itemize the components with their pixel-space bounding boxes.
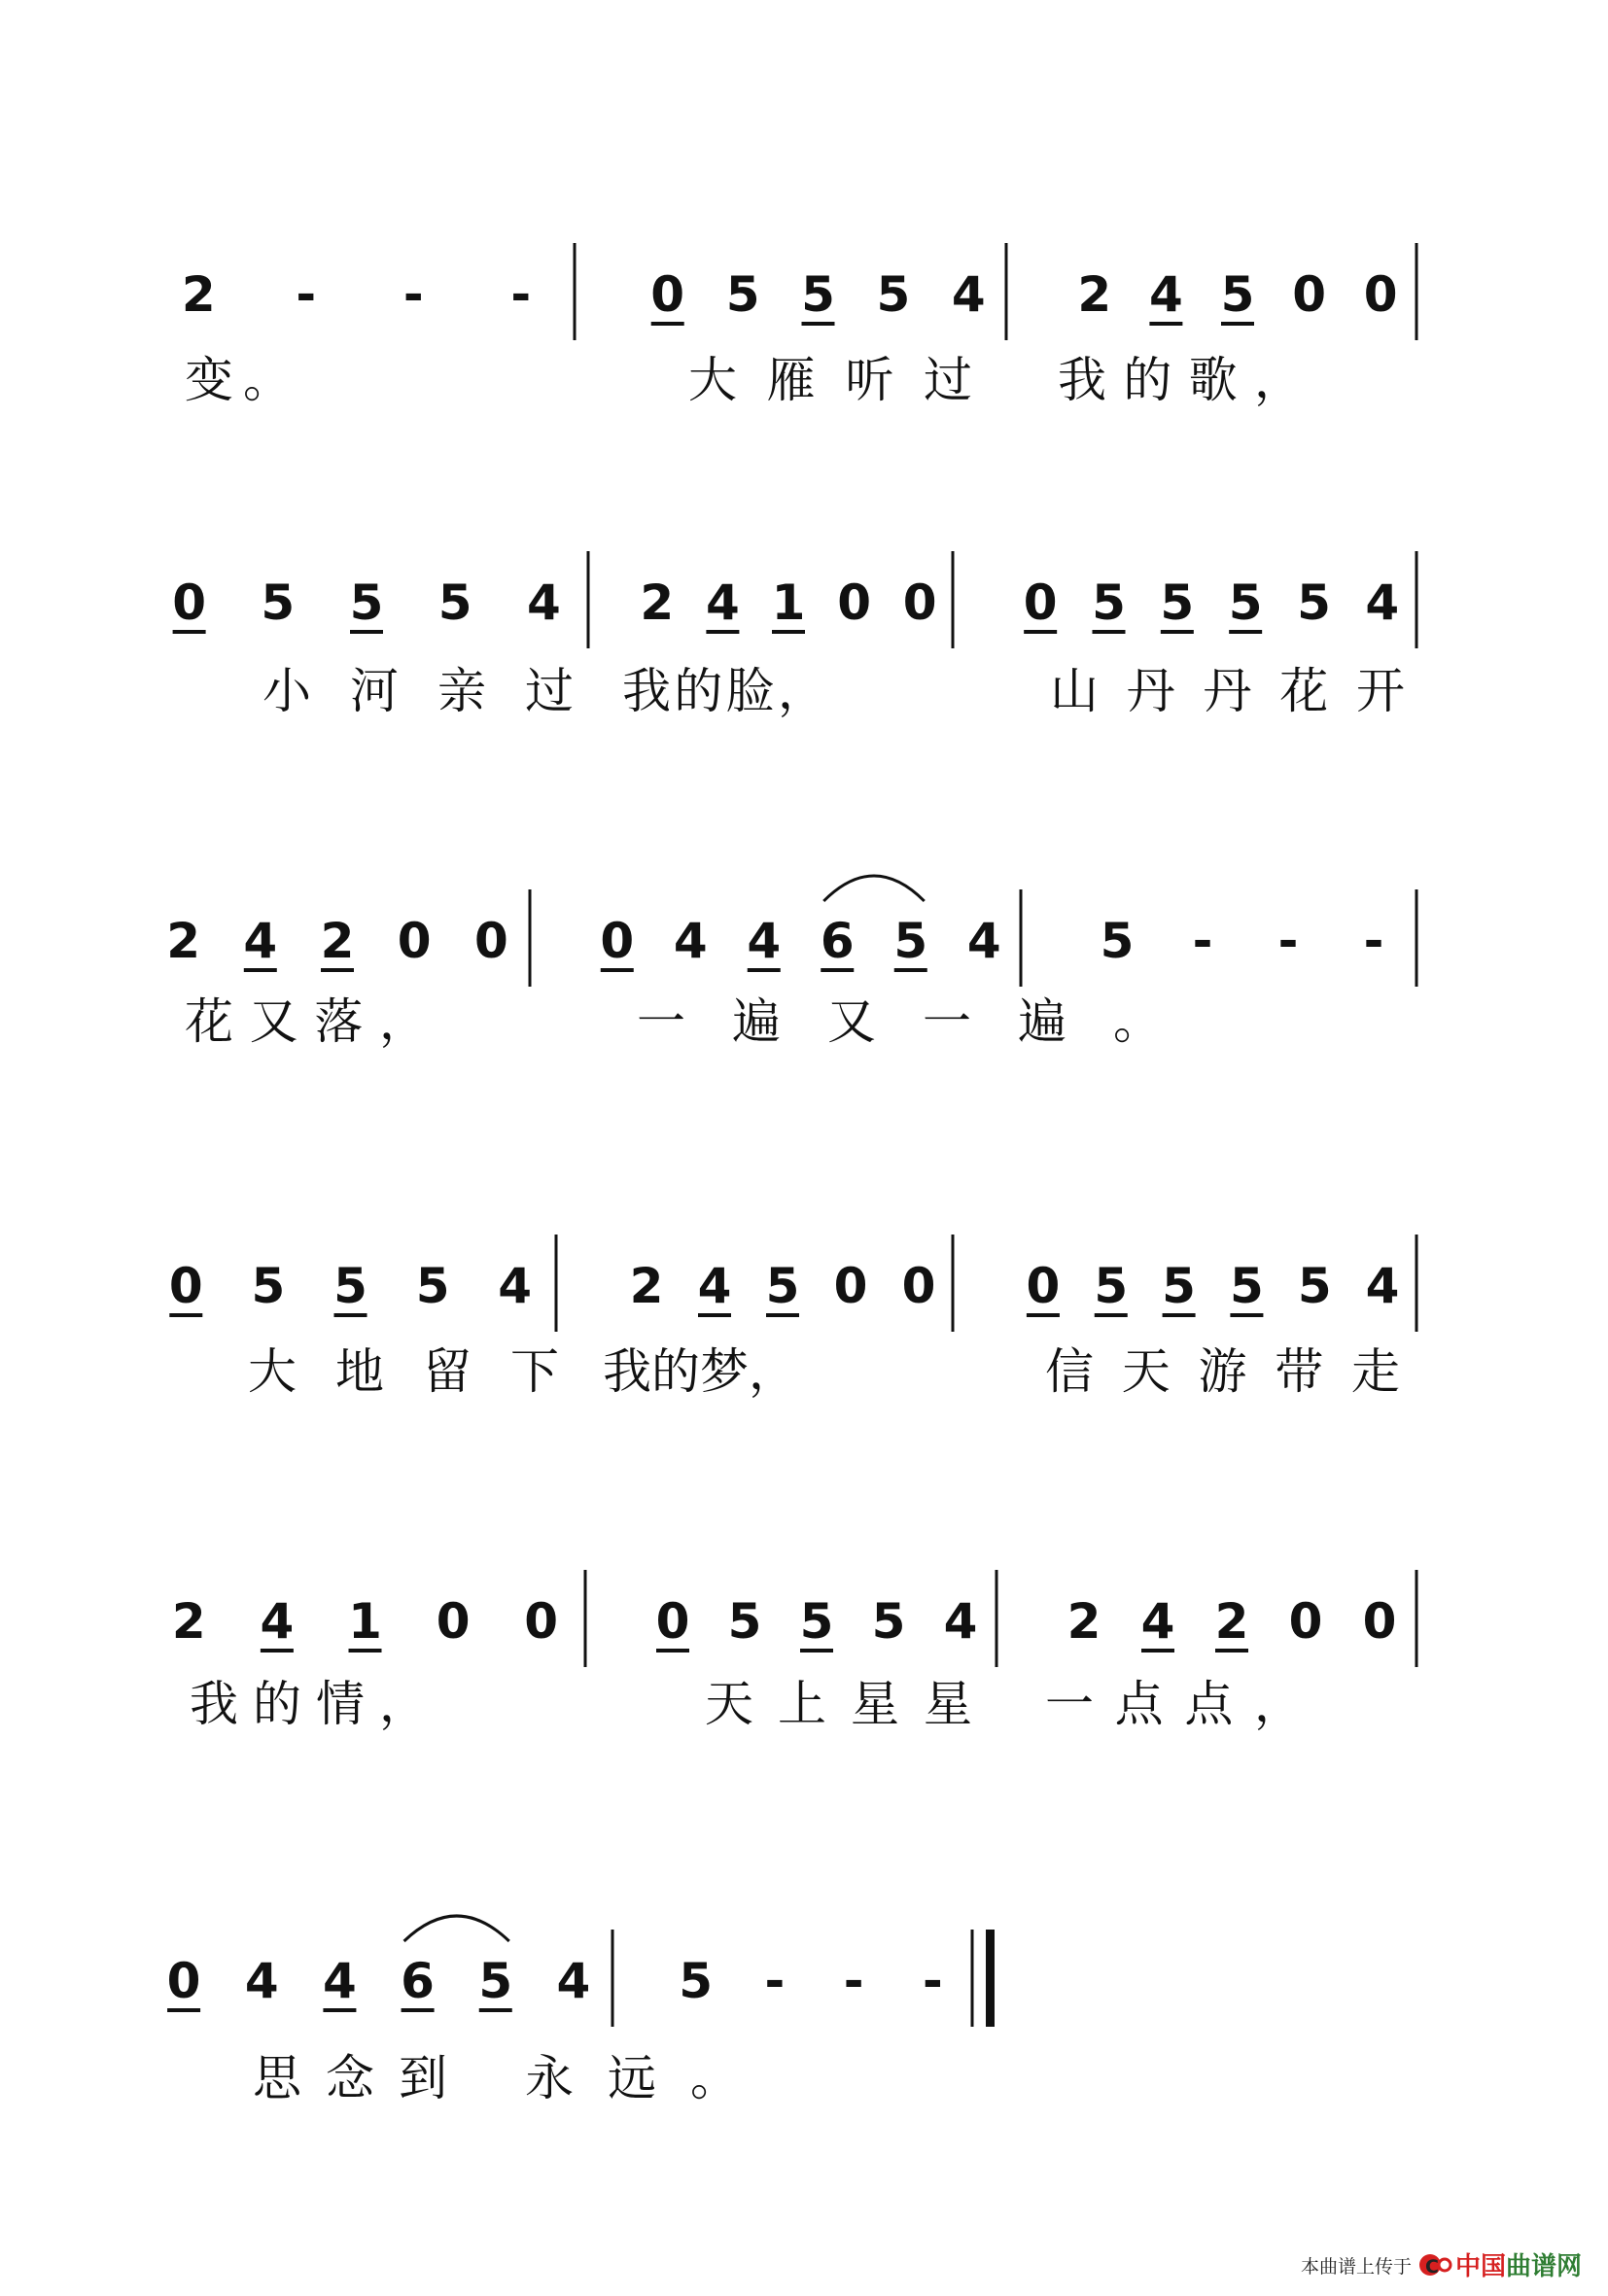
lyric-text: 我的梦，: [603, 1343, 797, 1400]
lyric-text: 小河亲过: [262, 663, 574, 719]
note: 4: [943, 1593, 978, 1650]
note: 2: [181, 266, 216, 323]
system-1: [182, 243, 1416, 408]
footer-upload-text: 本曲谱上传于: [1300, 2256, 1412, 2278]
note: 4: [244, 1953, 279, 2009]
footer-site-name-part1: 中国: [1455, 2252, 1507, 2281]
lyric-text: 一遍又一遍。: [637, 993, 1162, 1050]
note: 5: [1160, 574, 1195, 631]
system-4: [169, 1235, 1416, 1400]
sustain-dash: -: [510, 266, 532, 323]
note: 4: [260, 1593, 295, 1650]
lyric-text: 花又落，: [185, 993, 428, 1050]
footer-site-name: [1455, 2252, 1582, 2281]
lyric-text: 思念到: [253, 2050, 447, 2106]
lyric-text: 信天游带走: [1045, 1343, 1400, 1400]
slur-mark: [404, 1916, 509, 1941]
note: 5: [251, 1258, 286, 1314]
note: 5: [1297, 574, 1331, 631]
note: 4: [556, 1953, 591, 2009]
note: 4: [1149, 266, 1183, 323]
note: 5: [1297, 1258, 1332, 1314]
note: 0: [1362, 1593, 1397, 1650]
note: 5: [1100, 913, 1135, 969]
lyric-text: 一点点，: [1045, 1676, 1303, 1732]
note: 5: [727, 1593, 762, 1650]
note: 4: [697, 1258, 732, 1314]
note: 5: [261, 574, 296, 631]
sustain-dash: -: [1192, 913, 1213, 969]
note: 0: [397, 913, 432, 969]
note: 0: [1023, 574, 1058, 631]
note: 0: [1363, 266, 1398, 323]
note: 1: [348, 1593, 382, 1650]
note: 4: [966, 913, 1001, 969]
lyric-text: 永远。: [525, 2050, 739, 2106]
note: 0: [168, 1258, 203, 1314]
note: 2: [1066, 1593, 1101, 1650]
note: 0: [172, 574, 206, 631]
note: 5: [799, 1593, 834, 1650]
note: 4: [747, 913, 782, 969]
note: 6: [401, 1953, 435, 2009]
lyric-text: 大地留下: [248, 1343, 559, 1400]
lyric-text: 我的情，: [190, 1676, 428, 1732]
note: 0: [1292, 266, 1326, 323]
note: 0: [474, 913, 508, 969]
note: 5: [871, 1593, 906, 1650]
lyric-text: 我的脸，: [622, 663, 826, 719]
lyric-text: 山丹丹花开: [1050, 663, 1405, 719]
note: 5: [1094, 1258, 1129, 1314]
sustain-dash: -: [1363, 913, 1384, 969]
sustain-dash: -: [1277, 913, 1299, 969]
sustain-dash: -: [402, 266, 424, 323]
note: 5: [876, 266, 911, 323]
note: 0: [1026, 1258, 1061, 1314]
sustain-dash: -: [922, 1953, 943, 2009]
note: 5: [437, 574, 472, 631]
note: 0: [524, 1593, 559, 1650]
note: 6: [820, 913, 855, 969]
note: 4: [1140, 1593, 1175, 1650]
footer-site-name-part2: 曲谱网: [1506, 2252, 1583, 2281]
note: 0: [650, 266, 685, 323]
note: 0: [600, 913, 635, 969]
system-2: [172, 551, 1416, 719]
note: 0: [1288, 1593, 1323, 1650]
note: 2: [166, 913, 200, 969]
note: 0: [901, 1258, 936, 1314]
note: 5: [765, 1258, 800, 1314]
lyric-text: 我的歌，: [1058, 352, 1303, 408]
note: 4: [673, 913, 708, 969]
system-6: [167, 1916, 995, 2106]
note: 4: [951, 266, 986, 323]
note: 4: [706, 574, 740, 631]
note: 4: [243, 913, 278, 969]
note: 5: [801, 266, 835, 323]
note: 5: [1228, 574, 1263, 631]
note: 0: [837, 574, 871, 631]
system-3: [166, 876, 1416, 1050]
note: 2: [320, 913, 355, 969]
score: [166, 243, 1416, 2106]
footer: [1301, 2252, 1582, 2281]
cq-logo-icon: [1419, 2254, 1451, 2278]
lyric-text: 天上星星: [705, 1676, 972, 1732]
final-barline: [986, 1930, 995, 2027]
note: 5: [415, 1258, 450, 1314]
note: 5: [1092, 574, 1126, 631]
note: 2: [1214, 1593, 1249, 1650]
note: 5: [1162, 1258, 1196, 1314]
note: 5: [349, 574, 384, 631]
note: 5: [1230, 1258, 1264, 1314]
lyric-text: 大雁听过: [688, 352, 972, 408]
sustain-dash: -: [764, 1953, 786, 2009]
lyric-text: 变。: [185, 352, 292, 408]
sustain-dash: -: [296, 266, 317, 323]
note: 2: [171, 1593, 206, 1650]
note: 4: [1365, 1258, 1400, 1314]
system-5: [172, 1570, 1416, 1732]
note: 5: [333, 1258, 367, 1314]
note: 5: [478, 1953, 513, 2009]
note: 5: [725, 266, 760, 323]
note: 5: [679, 1953, 714, 2009]
note: 0: [833, 1258, 868, 1314]
note: 4: [1365, 574, 1400, 631]
note: 2: [640, 574, 675, 631]
sustain-dash: -: [843, 1953, 864, 2009]
note: 0: [902, 574, 937, 631]
note: 1: [771, 574, 806, 631]
note: 4: [527, 574, 561, 631]
note: 4: [498, 1258, 533, 1314]
note: 2: [629, 1258, 664, 1314]
note: 4: [323, 1953, 357, 2009]
note: 2: [1077, 266, 1112, 323]
note: 5: [893, 913, 928, 969]
slur-mark: [823, 876, 925, 901]
note: 0: [166, 1953, 201, 2009]
note: 5: [1220, 266, 1255, 323]
note: 0: [655, 1593, 690, 1650]
note: 0: [436, 1593, 471, 1650]
svg-text:C: C: [1425, 2256, 1439, 2278]
